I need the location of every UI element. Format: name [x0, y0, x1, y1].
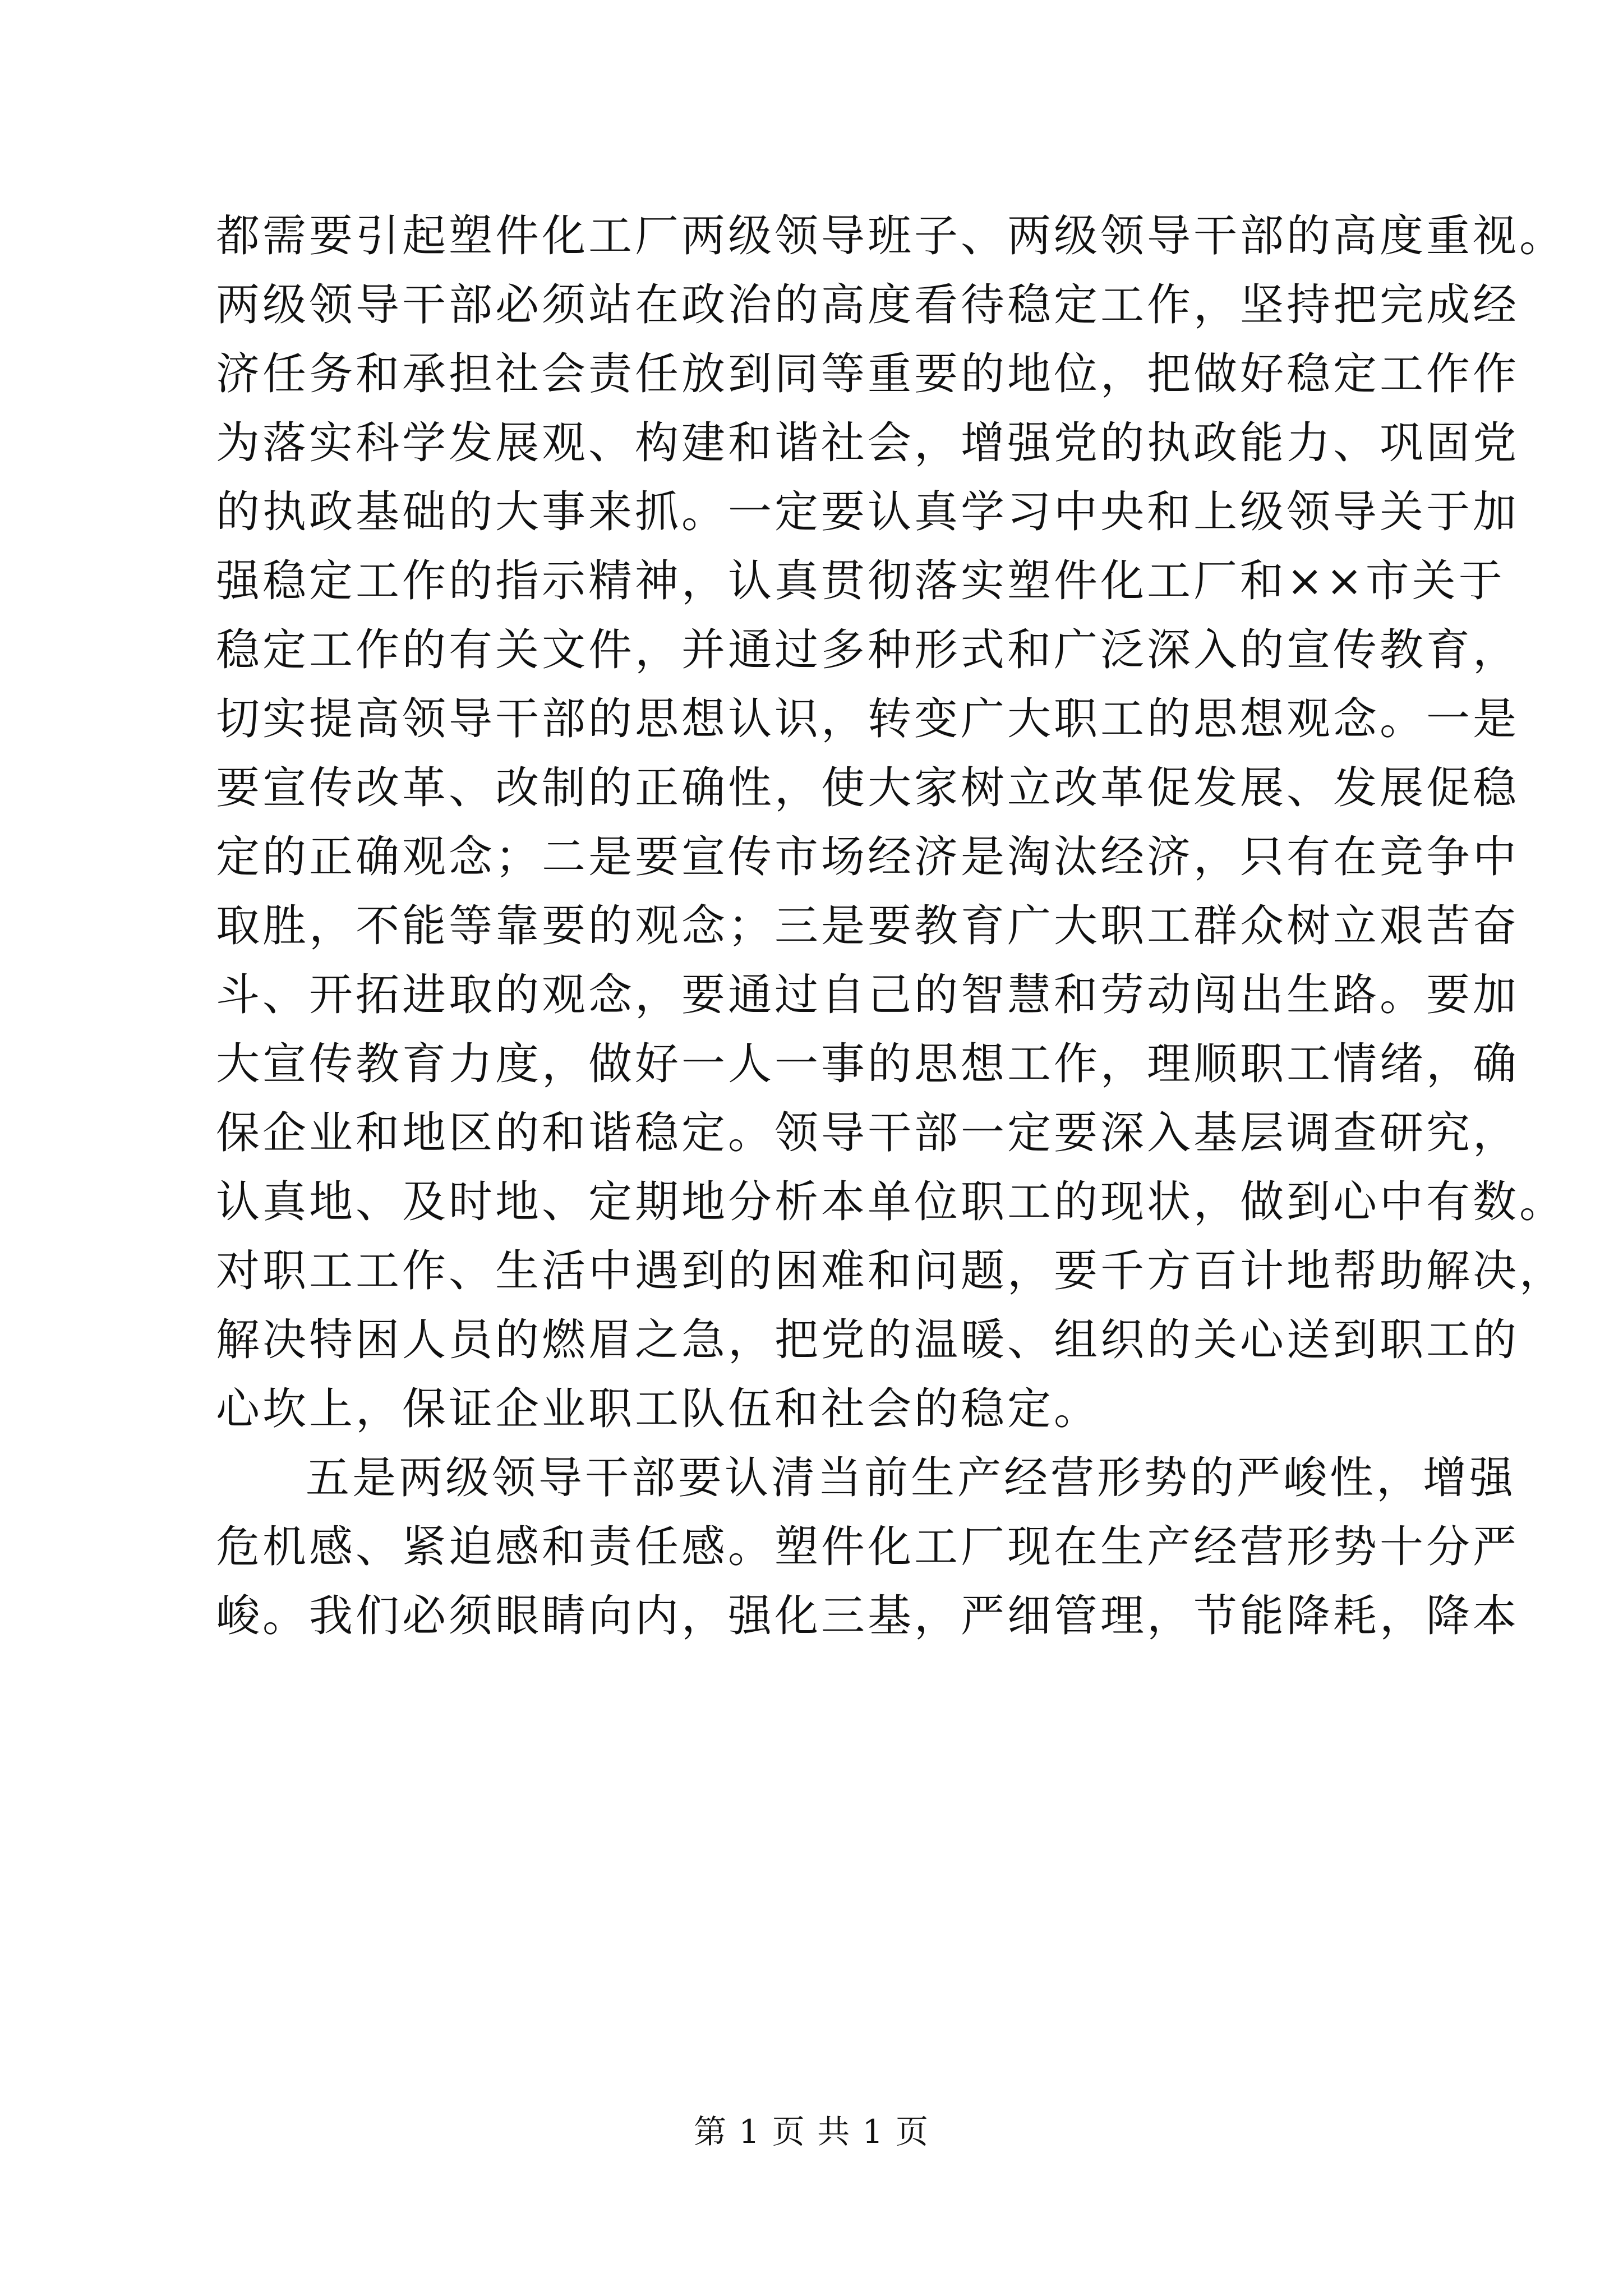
text-line: 济任务和承担社会责任放到同等重要的地位，把做好稳定工作作 — [216, 349, 1520, 399]
text-line: 定的正确观念；二是要宣传市场经济是淘汰经济，只有在竞争中 — [216, 832, 1520, 882]
text-line: 峻。我们必须眼睛向内，强化三基，严细管理，节能降耗，降本 — [216, 1591, 1520, 1641]
text-line: 对职工工作、生活中遇到的困难和问题，要千方百计地帮助解决， — [216, 1246, 1566, 1296]
text-line: 都需要引起塑件化工厂两级领导班子、两级领导干部的高度重视。 — [216, 211, 1566, 261]
text-line: 两级领导干部必须站在政治的高度看待稳定工作，坚持把完成经 — [216, 280, 1520, 330]
text-line: 认真地、及时地、定期地分析本单位职工的现状，做到心中有数。 — [216, 1177, 1566, 1227]
text-line: 五是两级领导干部要认清当前生产经营形势的严峻性，增强 — [306, 1453, 1516, 1503]
text-line: 切实提高领导干部的思想认识，转变广大职工的思想观念。一是 — [216, 694, 1520, 744]
text-line: 稳定工作的有关文件，并通过多种形式和广泛深入的宣传教育， — [216, 625, 1520, 675]
text-line: 心坎上，保证企业职工队伍和社会的稳定。 — [216, 1384, 1101, 1434]
paragraph-1 — [216, 202, 1566, 1444]
document-body — [216, 202, 1566, 1651]
text-line: 的执政基础的大事来抓。一定要认真学习中央和上级领导关于加 — [216, 487, 1520, 537]
text-line: 保企业和地区的和谐稳定。领导干部一定要深入基层调查研究， — [216, 1108, 1520, 1158]
text-line: 为落实科学发展观、构建和谐社会，增强党的执政能力、巩固党 — [216, 418, 1520, 468]
page-number-footer: 第 1 页 共 1 页 — [694, 2113, 929, 2151]
text-line: 解决特困人员的燃眉之急，把党的温暖、组织的关心送到职工的 — [216, 1315, 1520, 1365]
text-line: 要宣传改革、改制的正确性，使大家树立改革促发展、发展促稳 — [216, 763, 1520, 813]
text-line: 大宣传教育力度，做好一人一事的思想工作，理顺职工情绪，确 — [216, 1039, 1520, 1089]
text-line: 危机感、紧迫感和责任感。塑件化工厂现在生产经营形势十分严 — [216, 1522, 1520, 1572]
text-line: 斗、开拓进取的观念，要通过自己的智慧和劳动闯出生路。要加 — [216, 970, 1520, 1020]
text-line: 取胜，不能等靠要的观念；三是要教育广大职工群众树立艰苦奋 — [216, 901, 1520, 951]
text-line: 强稳定工作的指示精神，认真贯彻落实塑件化工厂和××市关于 — [216, 556, 1505, 606]
paragraph-2 — [216, 1444, 1520, 1651]
